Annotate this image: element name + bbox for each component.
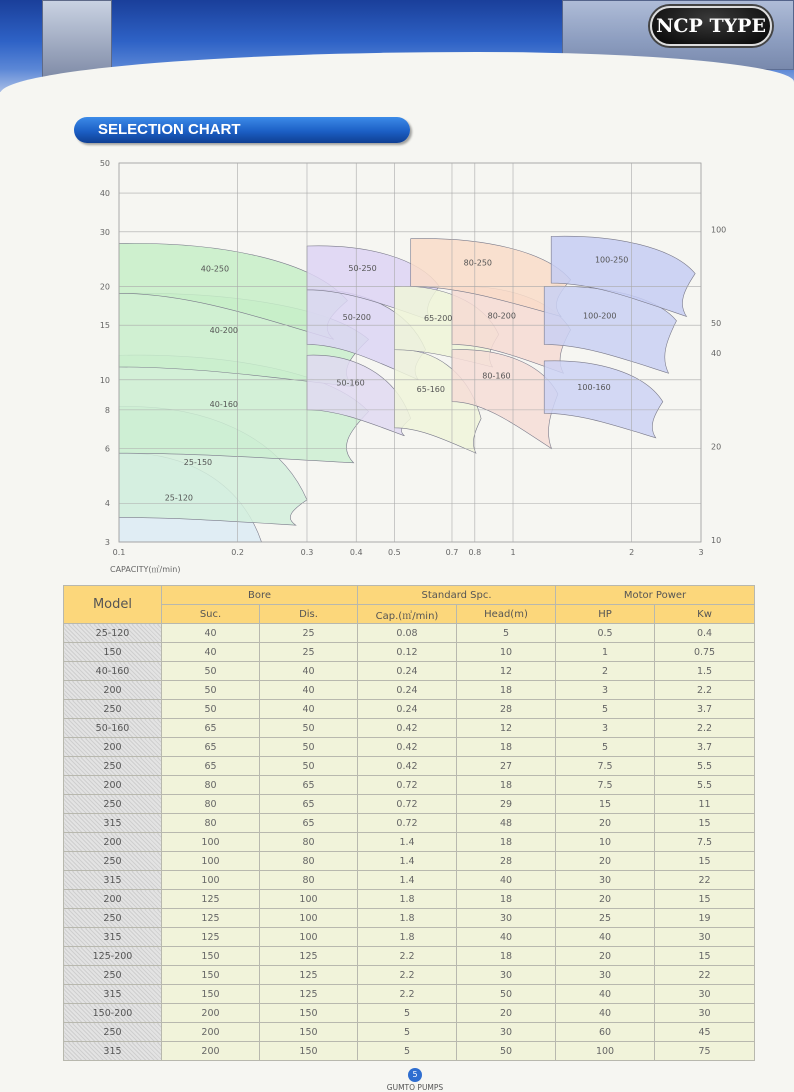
cap-cell: 5 [358, 1004, 457, 1023]
model-cell: 250 [64, 966, 162, 985]
cap-cell: 0.24 [358, 662, 457, 681]
table-row [64, 966, 755, 985]
head-cell: 18 [457, 776, 556, 795]
banner-curve [0, 52, 794, 112]
cap-cell: 0.24 [358, 700, 457, 719]
region-label-50-160: 50-160 [336, 378, 365, 388]
model-cell: 50-160 [64, 719, 162, 738]
hp-cell: 25 [556, 909, 655, 928]
dis-header: Dis. [260, 605, 358, 624]
hp-header: HP [556, 605, 655, 624]
cap-cell: 0.72 [358, 795, 457, 814]
kw-cell: 15 [655, 890, 755, 909]
kw-cell: 2.2 [655, 719, 755, 738]
model-cell: 200 [64, 833, 162, 852]
suc-cell: 80 [162, 814, 260, 833]
hp-cell: 30 [556, 966, 655, 985]
model-cell: 40-160 [64, 662, 162, 681]
suc-cell: 150 [162, 985, 260, 1004]
y-tick-right-40: 40 [711, 349, 722, 359]
head-cell: 20 [457, 1004, 556, 1023]
suc-cell: 50 [162, 662, 260, 681]
hp-cell: 10 [556, 833, 655, 852]
suc-cell: 65 [162, 738, 260, 757]
model-cell: 315 [64, 1042, 162, 1061]
x-tick-0.3: 0.3 [300, 548, 314, 557]
model-cell: 250 [64, 909, 162, 928]
x-tick-3: 3 [698, 548, 704, 557]
cap-cell: 0.72 [358, 776, 457, 795]
cap-cell: 2.2 [358, 947, 457, 966]
table-row [64, 1004, 755, 1023]
cap-cell: 0.24 [358, 681, 457, 700]
x-tick-0.8: 0.8 [468, 548, 482, 557]
dis-cell: 40 [260, 700, 358, 719]
head-cell: 29 [457, 795, 556, 814]
hp-cell: 3 [556, 719, 655, 738]
hp-cell: 20 [556, 947, 655, 966]
head-cell: 30 [457, 1023, 556, 1042]
kw-cell: 3.7 [655, 700, 755, 719]
suc-cell: 65 [162, 757, 260, 776]
y-tick-right-20: 20 [711, 442, 722, 452]
table-subheader-row [64, 605, 755, 624]
model-cell: 125-200 [64, 947, 162, 966]
dis-cell: 80 [260, 852, 358, 871]
cap-cell: 5 [358, 1042, 457, 1061]
model-cell: 200 [64, 776, 162, 795]
kw-cell: 22 [655, 966, 755, 985]
cap-cell: 2.2 [358, 966, 457, 985]
region-label-100-160: 100-160 [577, 383, 611, 393]
table-row [64, 624, 755, 643]
kw-cell: 19 [655, 909, 755, 928]
region-label-50-250: 50-250 [348, 263, 377, 273]
head-cell: 28 [457, 852, 556, 871]
model-cell: 315 [64, 985, 162, 1004]
kw-cell: 3.7 [655, 738, 755, 757]
y-tick-right-100: 100 [711, 225, 727, 235]
cap-cell: 1.8 [358, 890, 457, 909]
suc-cell: 125 [162, 928, 260, 947]
table-row [64, 738, 755, 757]
suc-cell: 50 [162, 681, 260, 700]
model-cell: 315 [64, 814, 162, 833]
head-cell: 40 [457, 928, 556, 947]
page-number: 5 [408, 1068, 422, 1082]
hp-cell: 20 [556, 852, 655, 871]
cap-cell: 0.08 [358, 624, 457, 643]
kw-cell: 0.75 [655, 643, 755, 662]
region-label-40-200: 40-200 [209, 326, 239, 336]
head-cell: 5 [457, 624, 556, 643]
head-cell: 27 [457, 757, 556, 776]
y-tick-left-20: 20 [99, 282, 110, 292]
type-badge: NCP TYPE [650, 6, 772, 46]
model-cell: 250 [64, 757, 162, 776]
y-tick-left-40: 40 [99, 189, 110, 199]
dis-cell: 65 [260, 814, 358, 833]
dis-cell: 80 [260, 871, 358, 890]
cap-cell: 0.42 [358, 719, 457, 738]
head-cell: 12 [457, 662, 556, 681]
table-row [64, 852, 755, 871]
x-tick-2: 2 [629, 548, 635, 557]
x-tick-0.2: 0.2 [231, 548, 244, 557]
table-row [64, 795, 755, 814]
hp-cell: 3 [556, 681, 655, 700]
kw-cell: 1.5 [655, 662, 755, 681]
kw-cell: 30 [655, 985, 755, 1004]
standard-spec-header: Standard Spc. [358, 586, 556, 605]
region-label-80-160: 80-160 [482, 371, 511, 381]
dis-cell: 125 [260, 966, 358, 985]
suc-cell: 40 [162, 624, 260, 643]
kw-cell: 30 [655, 928, 755, 947]
region-label-65-200: 65-200 [424, 314, 453, 324]
suc-cell: 200 [162, 1042, 260, 1061]
y-tick-left-30: 30 [99, 227, 110, 237]
kw-cell: 5.5 [655, 776, 755, 795]
x-tick-0.5: 0.5 [388, 548, 401, 557]
table-row [64, 814, 755, 833]
head-cell: 28 [457, 700, 556, 719]
dis-cell: 100 [260, 890, 358, 909]
kw-cell: 7.5 [655, 833, 755, 852]
suc-cell: 125 [162, 909, 260, 928]
dis-cell: 50 [260, 757, 358, 776]
hp-cell: 40 [556, 928, 655, 947]
model-cell: 150 [64, 643, 162, 662]
table-row [64, 643, 755, 662]
table-row [64, 776, 755, 795]
dis-cell: 50 [260, 738, 358, 757]
kw-header: Kw [655, 605, 755, 624]
model-cell: 25-120 [64, 624, 162, 643]
dis-cell: 100 [260, 909, 358, 928]
model-cell: 250 [64, 852, 162, 871]
dis-cell: 80 [260, 833, 358, 852]
hp-cell: 1 [556, 643, 655, 662]
suc-cell: 100 [162, 833, 260, 852]
hp-cell: 7.5 [556, 776, 655, 795]
y-tick-left-8: 8 [104, 405, 110, 415]
hp-cell: 60 [556, 1023, 655, 1042]
region-label-100-250: 100-250 [594, 255, 629, 265]
footer-brand: GUMTO PUMPS [386, 1083, 444, 1092]
model-cell: 200 [64, 681, 162, 700]
dis-cell: 100 [260, 928, 358, 947]
kw-cell: 5.5 [655, 757, 755, 776]
cap-header: Cap.(㎥/min) [358, 605, 457, 624]
x-tick-0.1: 0.1 [112, 548, 126, 557]
region-label-50-200: 50-200 [342, 313, 371, 323]
region-label-80-200: 80-200 [487, 311, 516, 321]
table-row [64, 681, 755, 700]
table-row [64, 833, 755, 852]
table-row [64, 700, 755, 719]
cap-cell: 0.42 [358, 757, 457, 776]
suc-cell: 200 [162, 1004, 260, 1023]
cap-cell: 0.12 [358, 643, 457, 662]
hp-cell: 40 [556, 1004, 655, 1023]
model-cell: 250 [64, 795, 162, 814]
dis-cell: 50 [260, 719, 358, 738]
model-header: Model [64, 586, 162, 624]
table-row [64, 662, 755, 681]
table-header-row [64, 586, 755, 605]
cap-cell: 2.2 [358, 985, 457, 1004]
suc-cell: 40 [162, 643, 260, 662]
head-cell: 18 [457, 681, 556, 700]
hp-cell: 30 [556, 871, 655, 890]
region-label-40-250: 40-250 [200, 264, 230, 274]
table-row [64, 909, 755, 928]
region-label-25-120: 25-120 [164, 493, 194, 503]
x-tick-0.7: 0.7 [445, 548, 459, 557]
head-cell: 50 [457, 1042, 556, 1061]
model-cell: 315 [64, 928, 162, 947]
cap-cell: 1.8 [358, 928, 457, 947]
suc-cell: 200 [162, 1023, 260, 1042]
cap-cell: 1.4 [358, 833, 457, 852]
dis-cell: 40 [260, 681, 358, 700]
suc-header: Suc. [162, 605, 260, 624]
head-cell: 18 [457, 833, 556, 852]
dis-cell: 150 [260, 1023, 358, 1042]
y-tick-left-6: 6 [104, 444, 110, 454]
region-100-160 [544, 361, 663, 438]
suc-cell: 80 [162, 795, 260, 814]
model-cell: 200 [64, 738, 162, 757]
hp-cell: 7.5 [556, 757, 655, 776]
y-tick-left-50: 50 [99, 159, 110, 168]
model-cell: 315 [64, 871, 162, 890]
y-tick-left-3: 3 [104, 538, 110, 547]
head-cell: 48 [457, 814, 556, 833]
model-cell: 250 [64, 1023, 162, 1042]
motor-power-header: Motor Power [556, 586, 755, 605]
table-row [64, 928, 755, 947]
cap-cell: 1.4 [358, 871, 457, 890]
kw-cell: 11 [655, 795, 755, 814]
suc-cell: 150 [162, 966, 260, 985]
head-cell: 50 [457, 985, 556, 1004]
dis-cell: 65 [260, 776, 358, 795]
head-cell: 30 [457, 966, 556, 985]
dis-cell: 40 [260, 662, 358, 681]
x-tick-0.4: 0.4 [349, 548, 363, 557]
cap-cell: 1.4 [358, 852, 457, 871]
model-cell: 250 [64, 700, 162, 719]
dis-cell: 150 [260, 1004, 358, 1023]
head-cell: 10 [457, 643, 556, 662]
hp-cell: 40 [556, 985, 655, 1004]
head-cell: 40 [457, 871, 556, 890]
hp-cell: 0.5 [556, 624, 655, 643]
table-row [64, 890, 755, 909]
dis-cell: 25 [260, 643, 358, 662]
region-label-65-160: 65-160 [416, 384, 445, 394]
model-cell: 200 [64, 890, 162, 909]
hp-cell: 100 [556, 1042, 655, 1061]
head-cell: 18 [457, 738, 556, 757]
table-row [64, 871, 755, 890]
dis-cell: 125 [260, 985, 358, 1004]
kw-cell: 15 [655, 947, 755, 966]
kw-cell: 2.2 [655, 681, 755, 700]
hp-cell: 5 [556, 738, 655, 757]
suc-cell: 125 [162, 890, 260, 909]
table-row [64, 1042, 755, 1061]
y-tick-right-10: 10 [711, 535, 722, 545]
x-tick-1: 1 [510, 548, 516, 557]
dis-cell: 125 [260, 947, 358, 966]
head-header: Head(m) [457, 605, 556, 624]
region-label-40-160: 40-160 [209, 400, 239, 410]
hp-cell: 15 [556, 795, 655, 814]
kw-cell: 22 [655, 871, 755, 890]
y-tick-left-15: 15 [99, 321, 110, 331]
cap-cell: 1.8 [358, 909, 457, 928]
selection-chart [0, 150, 794, 580]
hp-cell: 2 [556, 662, 655, 681]
suc-cell: 150 [162, 947, 260, 966]
cap-cell: 5 [358, 1023, 457, 1042]
head-cell: 18 [457, 890, 556, 909]
kw-cell: 15 [655, 852, 755, 871]
hp-cell: 5 [556, 700, 655, 719]
head-cell: 12 [457, 719, 556, 738]
kw-cell: 30 [655, 1004, 755, 1023]
table-row [64, 1023, 755, 1042]
x-axis-label: CAPACITY(㎥/min) [110, 565, 181, 574]
header-banner [0, 0, 794, 92]
kw-cell: 75 [655, 1042, 755, 1061]
head-cell: 30 [457, 909, 556, 928]
hp-cell: 20 [556, 814, 655, 833]
table-row [64, 985, 755, 1004]
cap-cell: 0.42 [358, 738, 457, 757]
suc-cell: 100 [162, 852, 260, 871]
cap-cell: 0.72 [358, 814, 457, 833]
y-tick-right-50: 50 [711, 319, 722, 329]
suc-cell: 65 [162, 719, 260, 738]
suc-cell: 50 [162, 700, 260, 719]
table-row [64, 719, 755, 738]
dis-cell: 150 [260, 1042, 358, 1061]
model-cell: 150-200 [64, 1004, 162, 1023]
y-tick-left-10: 10 [99, 375, 110, 385]
dis-cell: 65 [260, 795, 358, 814]
suc-cell: 100 [162, 871, 260, 890]
dis-cell: 25 [260, 624, 358, 643]
suc-cell: 80 [162, 776, 260, 795]
hp-cell: 20 [556, 890, 655, 909]
kw-cell: 15 [655, 814, 755, 833]
kw-cell: 0.4 [655, 624, 755, 643]
table-row [64, 947, 755, 966]
region-label-100-200: 100-200 [583, 311, 617, 321]
section-title: SELECTION CHART [98, 121, 241, 138]
bore-header: Bore [162, 586, 358, 605]
kw-cell: 45 [655, 1023, 755, 1042]
y-tick-left-4: 4 [104, 499, 110, 509]
head-cell: 18 [457, 947, 556, 966]
region-label-80-250: 80-250 [463, 258, 493, 268]
region-label-25-150: 25-150 [183, 457, 213, 467]
spec-table [63, 585, 755, 1061]
table-row [64, 757, 755, 776]
